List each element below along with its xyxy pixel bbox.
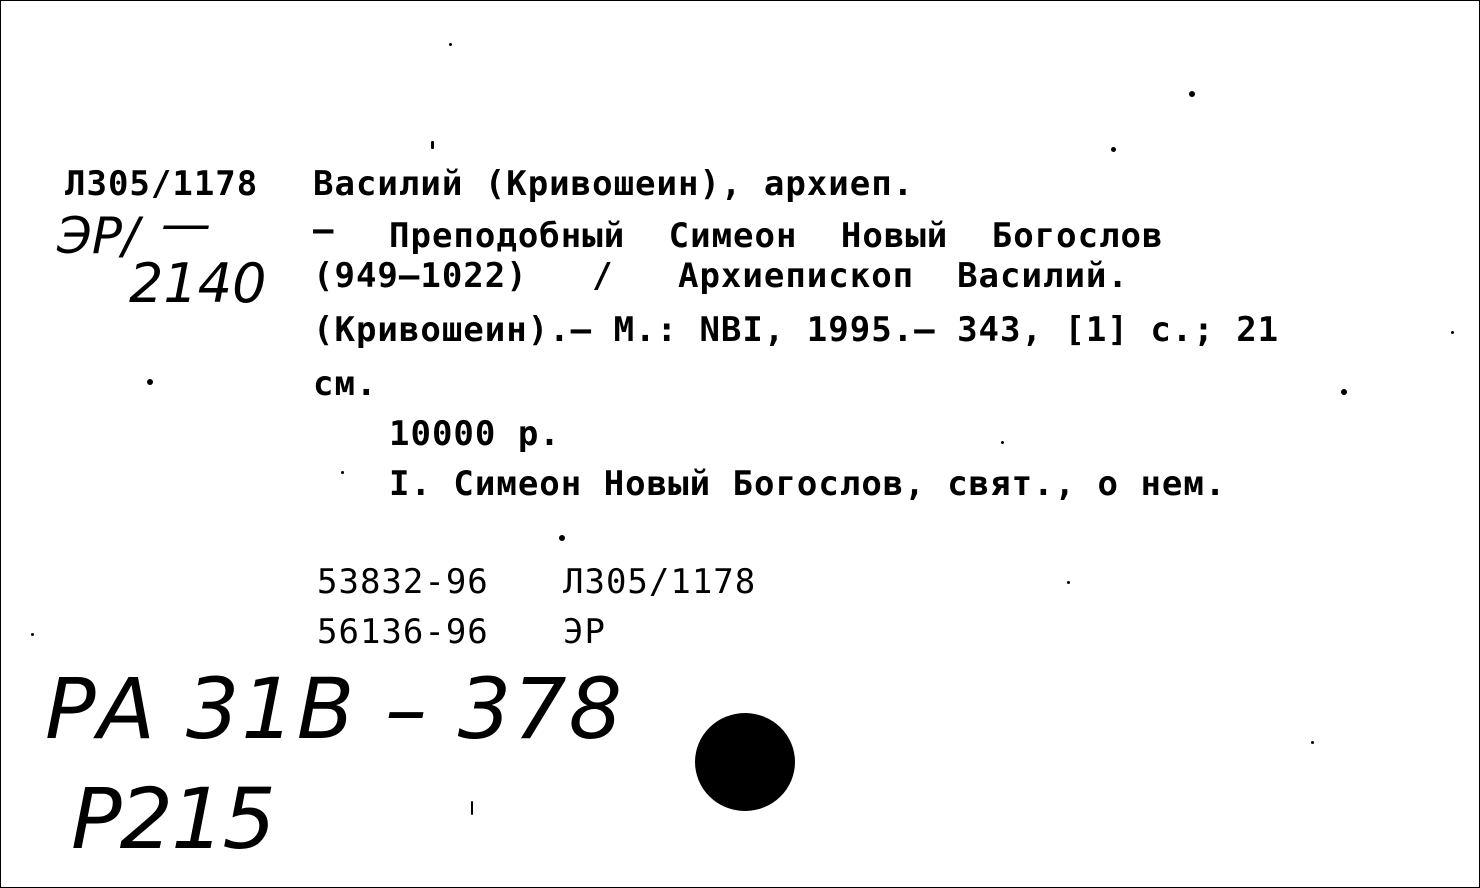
price: 10000 р. <box>389 414 561 454</box>
inventory-number-1: 53832-96 <box>317 562 489 602</box>
scan-speck <box>31 633 34 636</box>
handwritten-call-number: РА 31В – 378 <box>45 660 625 758</box>
scan-speck <box>1189 91 1195 97</box>
scan-speck <box>1311 741 1314 744</box>
title-line-1: Преподобный Симеон Новый Богослов <box>389 216 1164 256</box>
scan-speck <box>1067 581 1070 584</box>
shelf-mark: Л305/1178 <box>65 164 259 204</box>
title-dash: — <box>313 210 335 250</box>
scan-speck <box>1111 147 1116 152</box>
heading-author: Василий (Кривошеин), архиеп. <box>313 164 915 204</box>
scan-speck <box>1001 441 1004 444</box>
scan-speck <box>471 801 473 815</box>
scan-speck <box>147 379 153 385</box>
title-line-4: см. <box>313 364 378 404</box>
scan-speck <box>1341 389 1347 395</box>
handwritten-er-dash: — <box>161 195 211 253</box>
inventory-location-1: Л305/1178 <box>563 562 757 602</box>
title-line-3: (Кривошеин).– М.: NBI, 1995.– 343, [1] с.; 21 <box>313 310 1280 350</box>
scan-speck <box>1451 331 1454 334</box>
scan-speck <box>449 43 452 46</box>
handwritten-er-mark: ЭР/ <box>57 207 139 265</box>
scan-speck <box>431 141 434 149</box>
subject-entry: I. Симеон Новый Богослов, свят., о нем. <box>389 464 1227 504</box>
scan-speck <box>559 535 565 541</box>
handwritten-er-number: 2140 <box>129 252 267 315</box>
inventory-number-2: 56136-96 <box>317 612 489 652</box>
inventory-location-2: ЭР <box>563 612 606 652</box>
scan-speck <box>341 471 344 474</box>
punch-hole <box>695 713 795 811</box>
title-line-2: (949–1022) / Архиепископ Василий. <box>313 256 1129 296</box>
handwritten-p-number: Р215 <box>71 770 274 868</box>
